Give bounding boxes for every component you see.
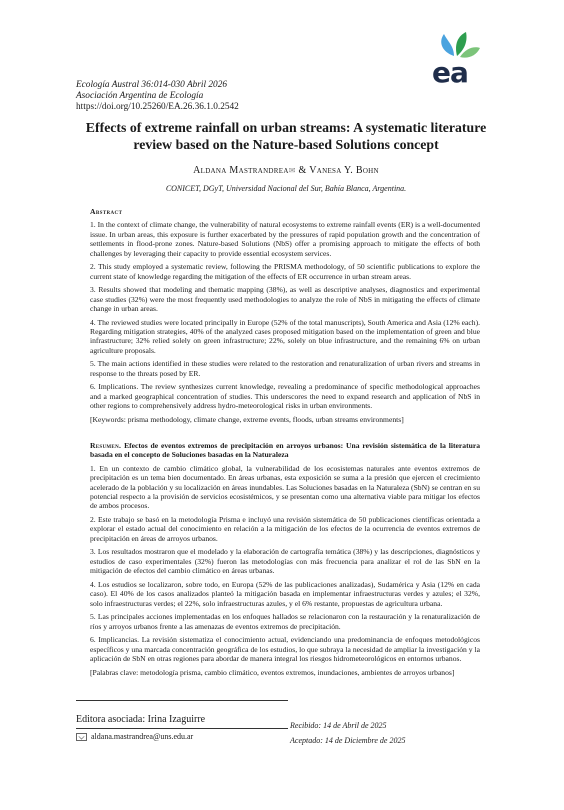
doi-link[interactable]: https://doi.org/10.25260/EA.26.36.1.0.2542 (76, 102, 239, 112)
resumen-section (90, 441, 480, 681)
resumen-paragraph: 4. Los estudios se localizaron, sobre todo, en Europa (52% de las publicaciones analizadas), Sudamérica y Asia (12% en cada caso). El 40% de los casos analizados planteó la mitigación basada en implementar infraestructuras verdes y azules; el 32%, solo infraestructuras verdes; el 22%, solo infraestructuras azules, y el 6% restante, propuestas de agricultura urbana. (90, 579, 480, 608)
author-separator: & (298, 165, 307, 176)
authors (76, 165, 496, 176)
article-title: Effects of extreme rainfall on urban streams: A systematic literature review based on the Nature-based Solutions concept (85, 120, 487, 152)
email-icon[interactable]: ✉ (288, 166, 296, 175)
resumen-paragraph: 2. Este trabajo se basó en la metodología Prisma e incluyó una revisión sistemática de 50 publicaciones científicas orientada a explorar el estado actual del conocimiento en relación a la mitigación de los efectos de la ocurrencia de eventos extremos de precipitación en áreas de arroyos urbanos. (90, 515, 480, 543)
editor-underline (76, 728, 288, 729)
received-date: Recibido: 14 de Abril de 2025 (290, 721, 387, 730)
associate-editor: Editora asociada: Irina Izaguirre (76, 714, 206, 725)
journal-citation: Ecología Austral 36:014-030 Abril 2026 (76, 80, 227, 90)
abstract-paragraph: 6. Implications. The review synthesizes current knowledge, revealing a predominance of specific methodological approaches and a marked geographical concentration of studies. This underscores the need to expand research and application of NbS in other regions to comprehensively address hydro-meteorological risks in urban environments. (90, 382, 480, 411)
resumen-paragraph: 5. Las principales acciones implementadas en los enfoques hallados se relacionaron con la restauración y la renaturalización de ríos y arroyos urbanos frente a las amenazas de eventos extremos de precipitación. (90, 612, 480, 631)
resumen-title: Efectos de eventos extremos de precipitación en arroyos urbanos: Una revisión sistemática de la literatura basada en el concepto de Soluciones basadas en la Naturaleza (90, 441, 480, 460)
contact-email-row (76, 732, 193, 741)
keywords: [Keywords: prisma methodology, climate change, extreme events, floods, urban streams environments] (90, 414, 404, 424)
resumen-title-block (90, 441, 480, 460)
abstract-paragraph: 4. The reviewed studies were located principally in Europe (52% of the total manuscripts), South America and Asia (12% each). Regarding mitigation strategies, 40% of the analyzed cases proposed mitigation based on the implementation of green and blue infrastructure; 32% relied solely on green infrastructure; 22%, solely on blue infrastructure, and the remaining 6% on urban agriculture proposals. (90, 317, 480, 355)
resumen-paragraph: 6. Implicancias. La revisión sistematiza el conocimiento actual, evidenciando una predominancia de enfoques metodológicos específicos y una marcada concentración geográfica de los estudios, lo que subraya la necesidad de ampliar la investigación y la aplicación de SbN en otras regiones para abordar de manera integral los riesgos hidrometeorológicos en entornos urbanos. (90, 635, 480, 664)
affiliation: CONICET, DGyT, Universidad Nacional del Sur, Bahía Blanca, Argentina. (165, 184, 407, 193)
footer-divider (76, 700, 288, 701)
author-name: Vanesa Y. Bohn (309, 165, 379, 176)
submission-dates (290, 718, 405, 748)
resumen-paragraph: 3. Los resultados mostraron que el modelado y la elaboración de cartografía temática (38%) y las descripciones, diagnósticos y estudios de caso experimentales (32%) fueron las metodologías con más frecuencia para analizar el rol de las SbN en la mitigación de efectos del cambio climático en áreas urbanas. (90, 547, 480, 576)
abstract-paragraph: 1. In the context of climate change, the vulnerability of natural ecosystems to extreme rainfall events (ER) is a well-documented issue. In urban areas, this exposure is further exacerbated by the pressures of rapid population growth and the concentration of settlements in flood-prone zones. Nature-based Solutions (NbS) offer a promising approach to mitigate the effects of both challenges by leveraging their capacity to provide essential ecosystem services. (90, 220, 480, 258)
journal-info (76, 80, 239, 113)
journal-association: Asociación Argentina de Ecología (76, 91, 204, 101)
author-name: Aldana Mastrandrea (193, 165, 289, 176)
abstract-heading: Abstract (90, 207, 123, 216)
resumen-paragraph: 1. En un contexto de cambio climático global, la vulnerabilidad de los ecosistemas naturales ante eventos extremos de precipitación es un tema bien documentado. En áreas urbanas, esta exposición se suma a la presión que ejercen el crecimiento acelerado de la población y su localización en áreas inundables. Las Soluciones basadas en la Naturaleza (SbN) se centran en su potencial respecto a la provisión de servicios ecosistémicos, y se presentan como una alternativa viable para mitigar los efectos de ambos procesos. (90, 463, 480, 511)
journal-logo-text: ea (432, 56, 468, 89)
abstract-paragraph: 3. Results showed that modeling and thematic mapping (38%), as well as descriptive analyses, diagnostics and experimental case studies (32%) were the most frequently used methodologies to analyze the role of NbS in mitigating the effects of climate change in urban areas. (90, 285, 480, 314)
envelope-icon (76, 733, 87, 741)
contact-email[interactable]: aldana.mastrandrea@uns.edu.ar (91, 732, 194, 741)
abstract-paragraph: 2. This study employed a systematic review, following the PRISMA methodology, of 50 scientific publications to explore the current state of knowledge regarding the mitigation of the effects of ER occurrence in urban stream areas. (90, 262, 480, 281)
resumen-heading: Resumen. (90, 441, 122, 450)
accepted-date: Aceptado: 14 de Diciembre de 2025 (290, 736, 406, 745)
palabras-clave: [Palabras clave: metodología prisma, cambio climático, eventos extremos, inundaciones, ambientes de arroyos urbanos] (90, 667, 455, 677)
abstract-paragraph: 5. The main actions identified in these studies were related to the restoration and renaturalization of urban rivers and streams in response to the threats posed by ER. (90, 359, 480, 378)
abstract-section (90, 207, 480, 428)
